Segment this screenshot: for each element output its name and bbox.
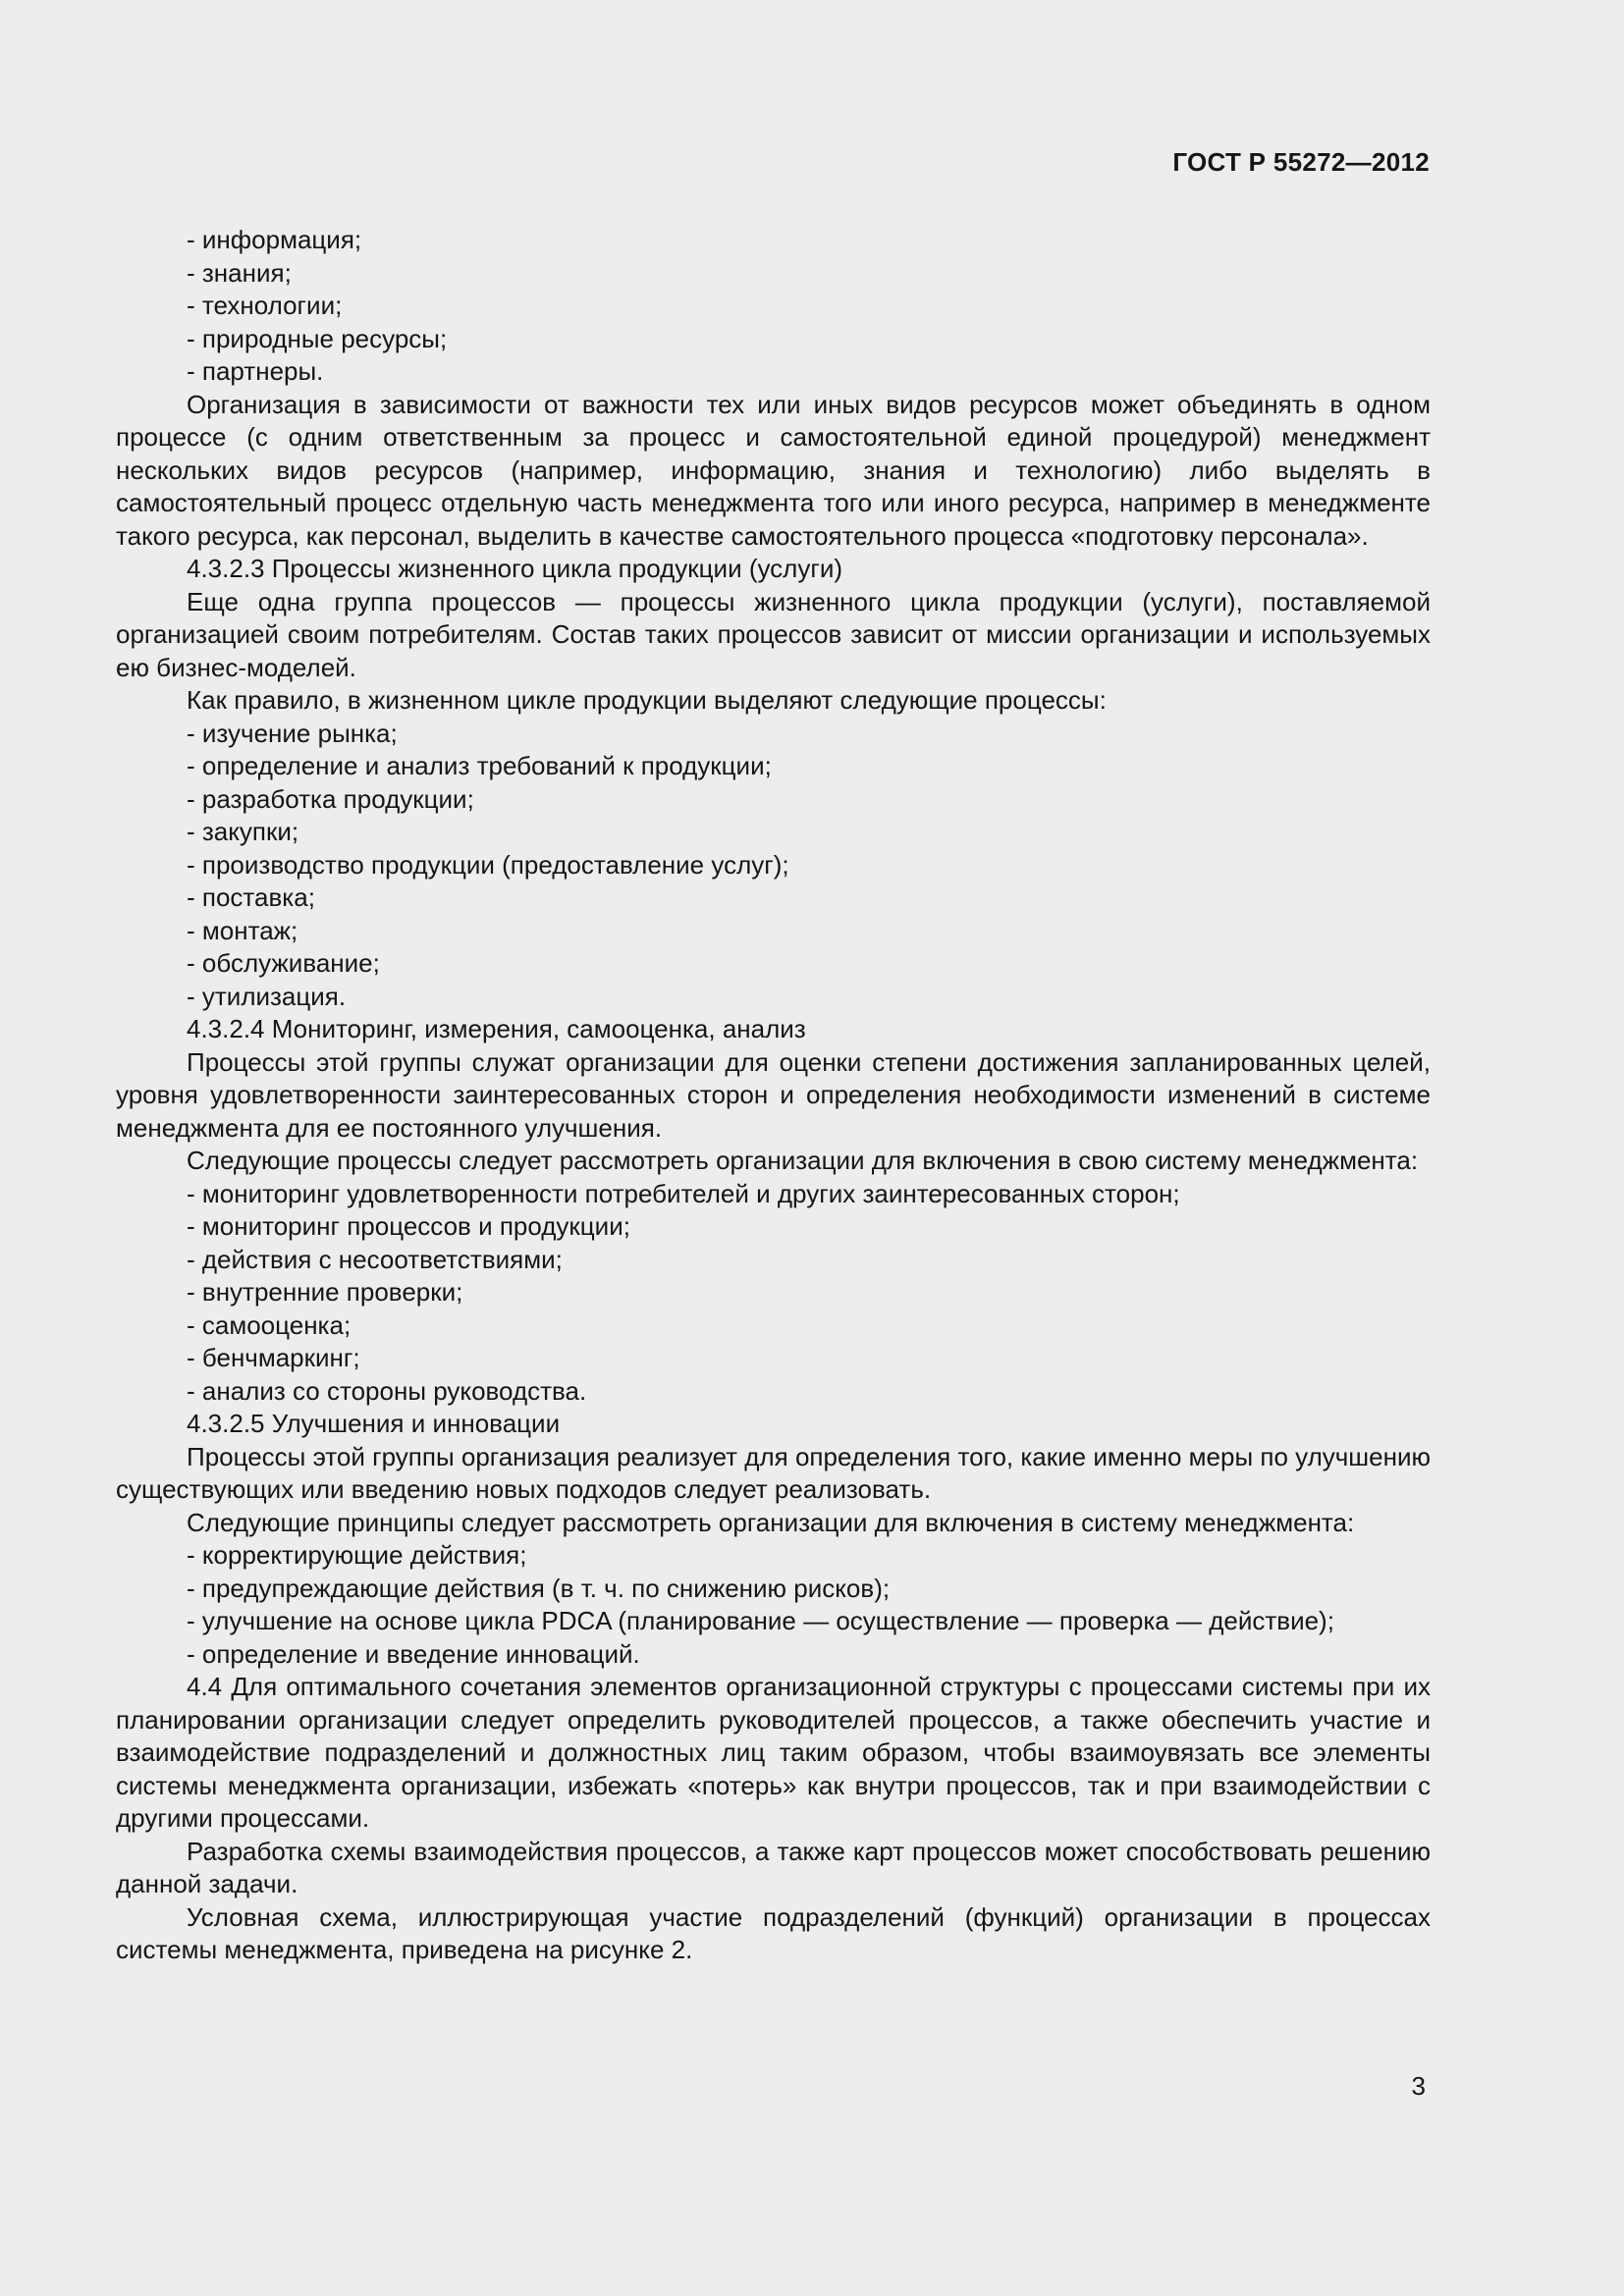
- list-item: - информация;: [187, 225, 362, 254]
- paragraph: Организация в зависимости от важности тех или иных видов ресурсов может объединять в одном процессе (с одним ответственным за процесс и самостоятельной единой процедурой) менеджмент нескольких видов ресурсов (например, информацию, знания и технологию) либо выделять в самостоятельный процесс отдельную часть менеджмента того или иного ресурса, например в менеджменте такого ресурса, как персонал, выделить в качестве самостоятельного процесса «подготовку персонала».: [116, 389, 1431, 551]
- list-item: - утилизация.: [187, 981, 347, 1011]
- list-item: - мониторинг удовлетворенности потребителей и других заинтересованных сторон;: [187, 1178, 1180, 1208]
- list-item: - определение и введение инноваций.: [187, 1638, 640, 1669]
- list-item: - мониторинг процессов и продукции;: [187, 1211, 630, 1241]
- page-number: 3: [1411, 2071, 1426, 2101]
- list-item: - внутренние проверки;: [187, 1277, 463, 1307]
- paragraph: Еще одна группа процессов — процессы жизненного цикла продукции (услуги), поставляемой организацией своим потребителям. Состав таких процессов зависит от миссии организации и используемых ею бизнес-моделей.: [116, 586, 1431, 682]
- list-item: - поставка;: [187, 882, 315, 912]
- document-body: [116, 224, 1431, 1967]
- list-item: - обслуживание;: [187, 948, 380, 978]
- list-item: - монтаж;: [187, 915, 298, 945]
- paragraph: Процессы этой группы служат организации для оценки степени достижения запланированных целей, уровня удовлетворенности заинтересованных сторон и определения необходимости изменений в системе менеджмента для ее постоянного улучшения.: [116, 1046, 1431, 1143]
- section-heading: 4.3.2.5 Улучшения и инновации: [187, 1409, 561, 1438]
- list-item: - определение и анализ требований к продукции;: [187, 751, 772, 780]
- paragraph: Следующие принципы следует рассмотреть организации для включения в систему менеджмента:: [187, 1507, 1355, 1537]
- list-item: - самооценка;: [187, 1309, 352, 1340]
- section-heading: 4.3.2.3 Процессы жизненного цикла продукции (услуги): [187, 554, 843, 583]
- list-item: - закупки;: [187, 817, 299, 846]
- list-item: - действия с несоответствиями;: [187, 1244, 563, 1274]
- list-item: - бенчмаркинг;: [187, 1343, 360, 1372]
- list-item: - предупреждающие действия (в т. ч. по снижению рисков);: [187, 1573, 891, 1603]
- list-item: - анализ со стороны руководства.: [187, 1375, 587, 1406]
- paragraph: Следующие процессы следует рассмотреть организации для включения в свою систему менеджмента:: [187, 1146, 1419, 1175]
- list-item: - производство продукции (предоставление услуг);: [187, 849, 789, 880]
- list-item: - технологии;: [187, 291, 343, 320]
- list-item: - партнеры.: [187, 356, 324, 386]
- document-id-header: ГОСТ Р 55272—2012: [1172, 147, 1430, 177]
- list-item: - разработка продукции;: [187, 783, 474, 814]
- list-item: - знания;: [187, 257, 292, 288]
- list-item: - улучшение на основе цикла PDCA (планирование — осуществление — проверка — действие);: [187, 1606, 1334, 1635]
- paragraph: Разработка схемы взаимодействия процессов, а также карт процессов может способствовать решению данной задачи.: [116, 1836, 1431, 1898]
- section-heading: 4.3.2.4 Мониторинг, измерения, самооценка, анализ: [187, 1014, 806, 1043]
- list-item: - изучение рынка;: [187, 718, 398, 748]
- paragraph: Процессы этой группы организация реализует для определения того, какие именно меры по улучшению существующих или введению новых подходов следует реализовать.: [116, 1441, 1431, 1504]
- list-item: - корректирующие действия;: [187, 1540, 527, 1570]
- list-item: - природные ресурсы;: [187, 323, 448, 353]
- paragraph: Условная схема, иллюстрирующая участие подразделений (функций) организации в процессах системы менеджмента, приведена на рисунке 2.: [116, 1901, 1431, 1964]
- paragraph: Как правило, в жизненном цикле продукции выделяют следующие процессы:: [187, 685, 1107, 715]
- paragraph: 4.4 Для оптимального сочетания элементов организационной структуры с процессами системы при их планировании организации следует определить руководителей процессов, а также обеспечить участие и взаимодействие подразделений и должностных лиц таким образом, чтобы взаимоувязать все элементы системы менеджмента организации, избежать «потерь» как внутри процессов, так и при взаимодействии с другими процессами.: [116, 1672, 1431, 1833]
